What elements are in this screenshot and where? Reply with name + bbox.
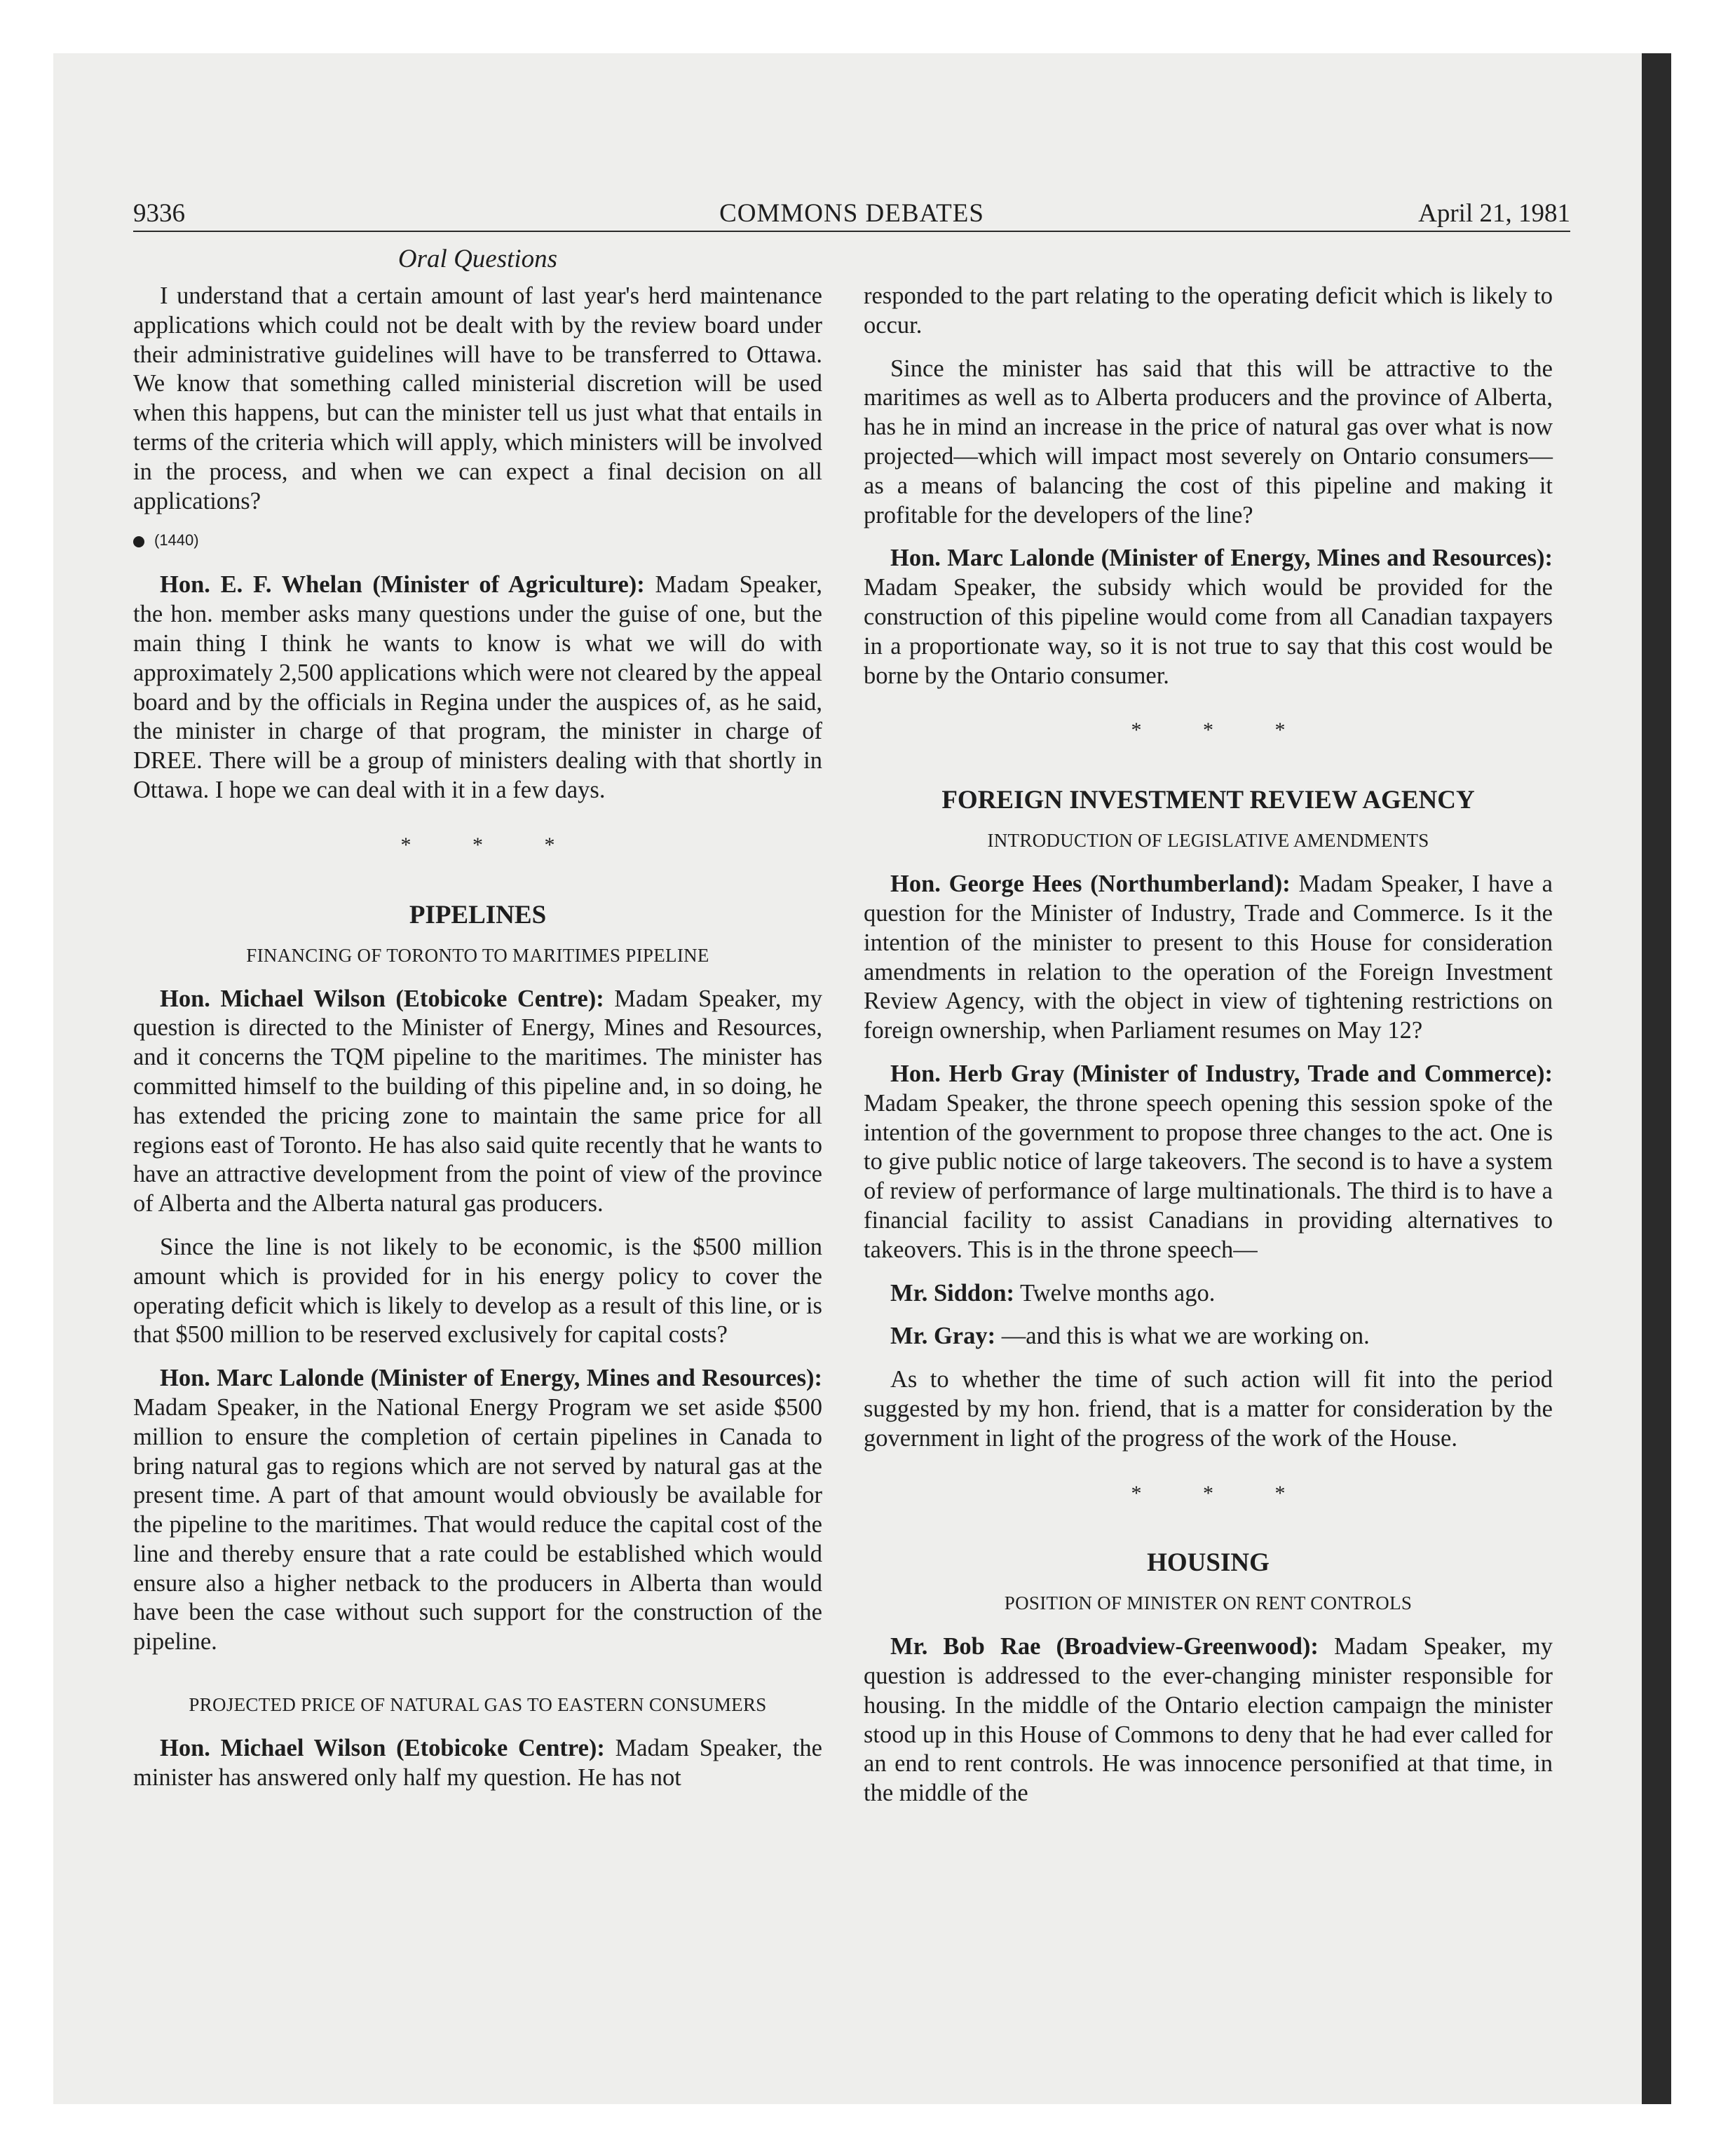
speaker-name: Hon. Michael Wilson (Etobicoke Centre): — [160, 1735, 605, 1762]
speech — [864, 1279, 1553, 1309]
section-separator: * * * — [1131, 718, 1314, 742]
subsection-heading: POSITION OF MINISTER ON RENT CONTROLS — [1004, 1592, 1413, 1614]
time-marker — [133, 530, 822, 551]
subsection-heading: PROJECTED PRICE OF NATURAL GAS TO EASTERN CONSUMERS — [189, 1694, 767, 1716]
speaker-name: Hon. Michael Wilson (Etobicoke Centre): — [160, 985, 604, 1012]
paragraph: Since the minister has said that this will be attractive to the maritimes as well as to Alberta producers and the province of Alberta, has he in mind an increase in the price of natural gas over what is now projected—which will impact most severely on Ontario consumers—as a means of balancing the cost of this pipeline and making it profitable for the developers of the line? — [864, 355, 1553, 528]
speech-text: Madam Speaker, the subsidy which would be provided for the construction of this pipeline would come from all Canadian taxpayers in a proportionate way, so it is not true to say that this cost would be borne by the Ontario consumer. — [864, 574, 1553, 689]
speech-text: Madam Speaker, the throne speech opening this session spoke of the intention of the government to propose three changes to the act. One is to give public notice of large takeovers. The second is to have a system of review of performance of large multinationals. The third is to have a financial facility to assist Canadians in providing alternatives to takeovers. This is in the throne speech— — [864, 1089, 1553, 1263]
speaker-name: Mr. Bob Rae (Broadview-Greenwood): — [890, 1633, 1319, 1660]
time-marker-text: (1440) — [154, 531, 199, 550]
speech — [133, 571, 822, 805]
speaker-name: Hon. George Hees (Northumberland): — [890, 871, 1291, 898]
speech-text: Madam Speaker, I have a question for the Minister of Industry, Trade and Commerce. Is it the intention of the minister to present to this House for consideration amendments in relation to the operation of the Foreign Investment Review Agency, with the object in view of tightening restrictions on foreign ownership, when Parliament resumes on May 12? — [864, 871, 1553, 1044]
paragraph: Since the line is not likely to be economic, is the $500 million amount which is provided for in his energy policy to cover the operating deficit which is likely to develop as a result of this line, or is that $500 million to be reserved exclusively for capital costs? — [133, 1233, 822, 1349]
speech — [864, 870, 1553, 1046]
subsection-heading: FINANCING OF TORONTO TO MARITIMES PIPELINE — [246, 944, 709, 966]
scan-edge-bar — [1642, 53, 1671, 2104]
speech-text: —and this is what we are working on. — [995, 1323, 1370, 1350]
section-heading: FOREIGN INVESTMENT REVIEW AGENCY — [941, 786, 1475, 815]
page-number: 9336 — [133, 199, 185, 228]
speaker-name: Hon. Herb Gray (Minister of Industry, Trade and Commerce): — [890, 1060, 1553, 1087]
speech — [864, 1060, 1553, 1265]
speaker-name: Hon. Marc Lalonde (Minister of Energy, Mines and Resources): — [160, 1365, 822, 1392]
header-rule — [133, 231, 1570, 232]
speaker-name: Mr. Gray: — [890, 1323, 996, 1350]
subsection-heading: INTRODUCTION OF LEGISLATIVE AMENDMENTS — [987, 830, 1429, 852]
speech-text: Madam Speaker, in the National Energy Program we set aside $500 million to ensure the completion of certain pipelines in Canada to bring natural gas to regions which are not served by natural gas at the present time. A part of that amount would obviously be available for the pipeline to the maritimes. That would reduce the capital cost of the line and thereby ensure that a rate could be established which would ensure also a higher netback to the producers in Alberta than would have been the case without such support for the construction of the pipeline. — [133, 1393, 822, 1656]
speech-text: Madam Speaker, my question is directed to the Minister of Energy, Mines and Resources, and it concerns the TQM pipeline to the maritimes. The minister has committed himself to the building of this pipeline and, in so doing, he has extended the pricing zone to maintain the same price for all regions east of Toronto. He has also said quite recently that he wants to have an attractive development from the point of view of the province of Alberta and the Alberta natural gas producers. — [133, 985, 822, 1217]
section-separator: * * * — [400, 833, 583, 857]
paragraph-continued: responded to the part relating to the operating deficit which is likely to occur. — [864, 282, 1553, 339]
speech — [864, 544, 1553, 690]
speech — [133, 1364, 822, 1657]
paragraph: As to whether the time of such action will fit into the period suggested by my hon. friend, that is a matter for consideration by the government in light of the progress of the work of the House. — [864, 1366, 1553, 1452]
speaker-name: Hon. E. F. Whelan (Minister of Agriculture): — [160, 571, 645, 599]
speech — [133, 985, 822, 1219]
speech — [864, 1632, 1553, 1808]
right-column — [864, 282, 1553, 1822]
publication-title: COMMONS DEBATES — [719, 199, 984, 228]
section-separator: * * * — [1131, 1481, 1314, 1505]
speaker-name: Mr. Siddon: — [890, 1279, 1015, 1306]
paragraph: I understand that a certain amount of last year's herd maintenance applications which could not be dealt with by the review board under their administrative guidelines will have to be transferred to Ottawa. We know that something called ministerial discretion will be used when this happens, but can the minister tell us just what that entails in terms of the criteria which will apply, which ministers will be involved in the process, and when we can expect a final decision on all applications? — [133, 282, 822, 514]
publication-date: April 21, 1981 — [1418, 199, 1570, 228]
speech-text: Madam Speaker, the hon. member asks many questions under the guise of one, but the main thing I think he wants to know is what we will do with approximately 2,500 applications which were not cleared by the appeal board and by the officials in Regina under the auspices of, as he said, the minister in charge of that program, the minister in charge of DREE. There will be a group of ministers dealing with that shortly in Ottawa. I hope we can deal with it in a few days. — [133, 571, 822, 803]
bullet-icon — [133, 536, 144, 547]
running-header — [133, 198, 1570, 230]
speech — [133, 1734, 822, 1793]
speech-text: Madam Speaker, my question is addressed to the ever-changing minister responsible for housing. In the middle of the Ontario election campaign the minister stood up in this House of Commons to deny that he had ever called for an end to rent controls. He was innocence personified at that time, in the middle of the — [864, 1633, 1553, 1807]
section-heading: HOUSING — [1147, 1548, 1270, 1578]
section-heading: PIPELINES — [409, 900, 547, 929]
left-column — [133, 282, 822, 1807]
section-label: Oral Questions — [397, 245, 558, 273]
speech-text: Madam Speaker, the minister has answered only half my question. He has not — [133, 1735, 822, 1791]
speech-text: Twelve months ago. — [1014, 1279, 1216, 1306]
speaker-name: Hon. Marc Lalonde (Minister of Energy, Mines and Resources): — [890, 545, 1553, 572]
speech — [864, 1322, 1553, 1351]
